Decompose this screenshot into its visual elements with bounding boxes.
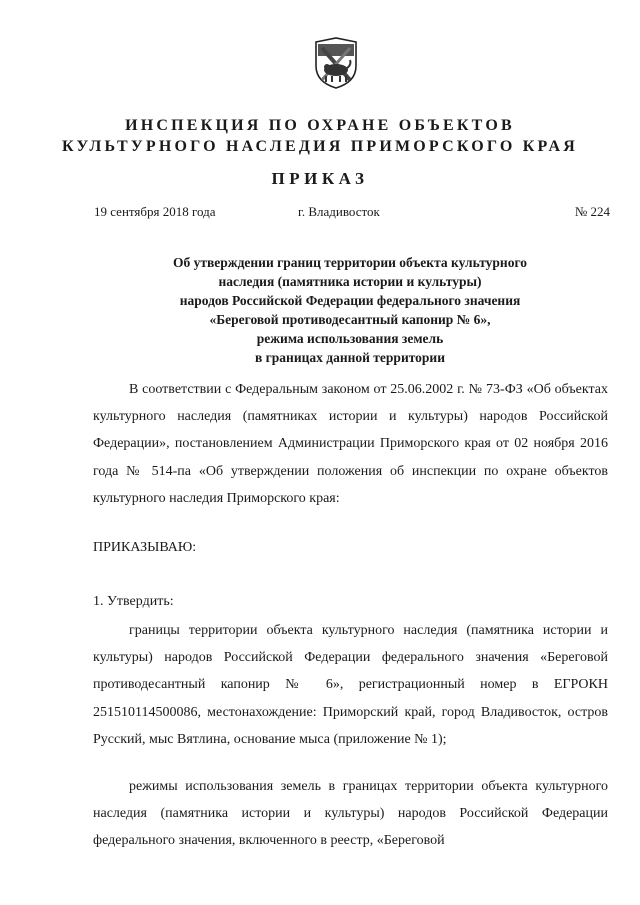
document-number: № 224 [574,204,610,219]
document-date: 19 сентября 2018 года [94,204,216,219]
agency-name-line2: КУЛЬТУРНОГО НАСЛЕДИЯ ПРИМОРСКОГО КРАЯ [62,138,578,155]
item-1a-text: границы территории объекта культурного наследия (памятника истории и культуры) народов Российской Федерации федерального значения «Береговой противодесантный капонир № 6», регистрационный номер в ЕГРОКН 251510114500086, местонахождение: Приморский край, город Владивосток, остров Русский, мыс Вятлина, основание мыса (приложение № 1); [93,623,608,747]
document-type: ПРИКАЗ [271,169,369,188]
preamble-text: В соответствии с Федеральным законом от 25.06.2002 г. № 73-ФЗ «Об объектах культурного наследия (памятниках истории и культуры) народов Российской Федерации», постановлением Администрации Приморского края от 02 ноября 2016 года № 514-па «Об утверждении положения об инспекции по охране объектов культурного наследия Приморского края: [93,382,608,506]
subject-line: в границах данной территории [255,350,445,365]
subject-line: режима использования земель [256,331,444,346]
preamble-paragraph [93,376,608,512]
agency-name-line1: ИНСПЕКЦИЯ ПО ОХРАНЕ ОБЪЕКТОВ [125,117,515,134]
item-1b-text: режимы использования земель в границах территории объекта культурного наследия (памятника истории и культуры) народов Российской Федерации федерального значения, включенного в реестр, «Береговой [93,779,608,849]
item-1-heading: 1. Утвердить: [93,594,174,609]
subject-line: Об утверждении границ территории объекта культурного [173,255,527,270]
subject-line: народов Российской Федерации федерального значения [179,293,521,308]
document-city: г. Владивосток [298,204,380,219]
item-1b-paragraph [93,773,608,855]
subject-line: «Береговой противодесантный капонир № 6», [209,312,491,327]
coat-of-arms-icon [314,36,358,90]
order-word: ПРИКАЗЫВАЮ: [93,540,197,555]
item-1a-paragraph [93,617,608,753]
subject-line: наследия (памятника истории и культуры) [218,274,482,289]
